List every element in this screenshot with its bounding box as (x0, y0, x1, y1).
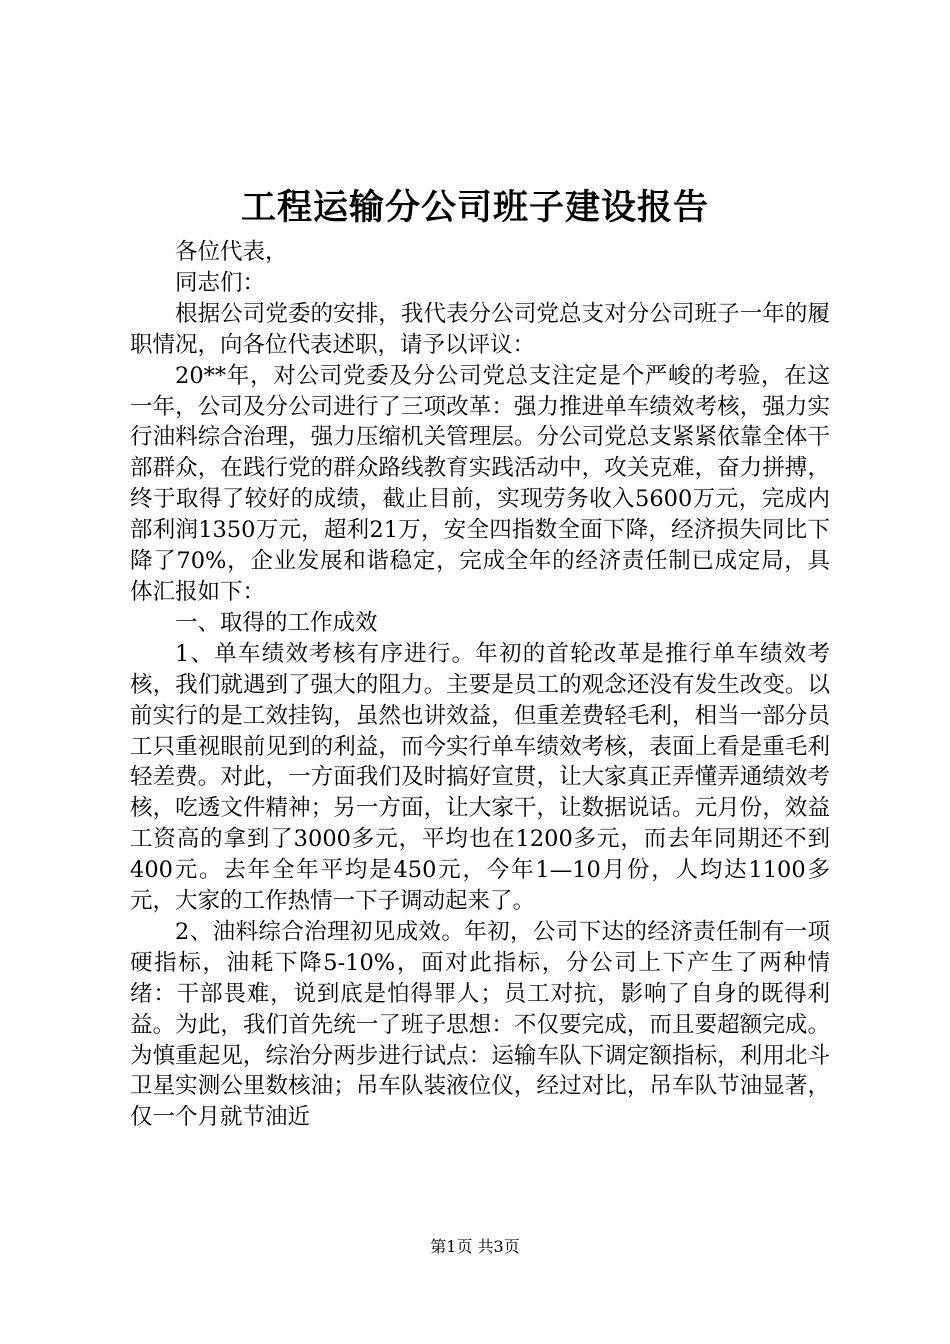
salutation-comrades: 同志们： (175, 269, 266, 296)
document-body (130, 237, 830, 1133)
salutation-representatives: 各位代表， (175, 239, 288, 265)
achievement-paragraph-2: 2、油料综合治理初见成效。年初，公司下达的经济责任制有一项硬指标，油耗下降5-10%，面对此指标，分公司上下产生了两种情绪：干部畏难，说到底是怕得罪人；员工对抗，影响了自身的既得利益。为此，我们首先统一了班子思想：不仅要完成，而且要超额完成。为慎重起见，综治分两步进行试点：运输车队下调定额指标，利用北斗卫星实测公里数核油；吊车队装液位仪，经过对比，吊车队节油显著，仅一个月就节油近 (130, 918, 830, 1131)
intro-paragraph: 根据公司党委的安排，我代表分公司党总支对分公司班子一年的履职情况，向各位代表述职，请予以评议： (130, 300, 830, 358)
achievement-paragraph-1: 1、单车绩效考核有序进行。年初的首轮改革是推行单车绩效考核，我们就遇到了强大的阻力。主要是员工的观念还没有发生改变。以前实行的是工效挂钩，虽然也讲效益，但重差费轻毛利，相当一部分员工只重视眼前见到的利益，而今实行单车绩效考核，表面上看是重毛利轻差费。对此，一方面我们及时搞好宣贯，让大家真正弄懂弄通绩效考核，吃透文件精神；另一方面，让大家干，让数据说话。元月份，效益工资高的拿到了3000多元，平均也在1200多元，而去年同期还不到400元。去年全年平均是450元，今年1—10月份，人均达1100多元，大家的工作热情一下子调动起来了。 (130, 640, 830, 915)
summary-paragraph: 20**年，对公司党委及分公司党总支注定是个严峻的考验，在这一年，公司及分公司进行了三项改革：强力推进单车绩效考核，强力实行油料综合治理，强力压缩机关管理层。分公司党总支紧紧依靠全体干部群众，在践行党的群众路线教育实践活动中，攻关克难，奋力拼搏，终于取得了较好的成绩，截止目前，实现劳务收入5600万元，完成内部利润1350万元，超利21万，安全四指数全面下降，经济损失同比下降了70%，企业发展和谐稳定，完成全年的经济责任制已成定局，具体汇报如下： (130, 362, 830, 605)
page-footer: 第1页 共3页 (430, 1237, 520, 1256)
document-title: 工程运输分公司班子建设报告 (240, 187, 709, 228)
section-heading-achievements: 一、取得的工作成效 (175, 609, 378, 636)
